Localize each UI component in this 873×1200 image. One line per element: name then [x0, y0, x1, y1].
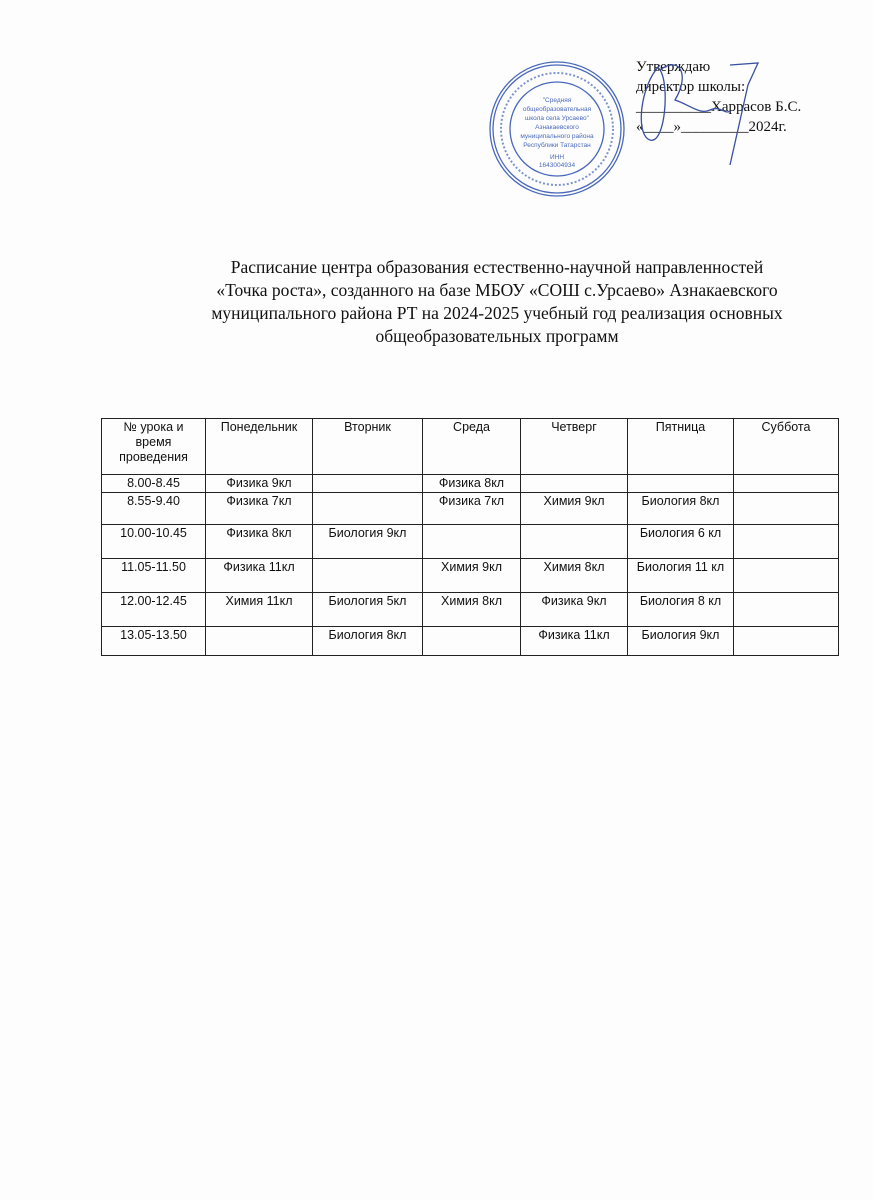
svg-text:общеобразовательная: общеобразовательная [522, 106, 592, 113]
column-header: Понедельник [206, 419, 313, 475]
column-header: № урока и время проведения [102, 419, 206, 475]
lesson-cell [734, 627, 839, 656]
lesson-cell [423, 627, 521, 656]
lesson-cell: Физика 9кл [206, 475, 313, 493]
lesson-cell [313, 475, 423, 493]
lesson-cell: Химия 8кл [423, 593, 521, 627]
lesson-cell: Биология 9кл [628, 627, 734, 656]
approval-signer: __________Харрасов Б.С. [636, 99, 802, 115]
title-line: «Точка роста», созданного на базе МБОУ «СОШ с.Урсаево» Азнакаевского [216, 280, 778, 300]
lesson-cell [734, 475, 839, 493]
lesson-cell [313, 559, 423, 593]
title-line: муниципального района РТ на 2024-2025 учебный год реализация основных [211, 303, 783, 323]
lesson-cell: Физика 11кл [521, 627, 628, 656]
table-row [102, 627, 839, 656]
column-header: Суббота [734, 419, 839, 475]
approval-line: Утверждаю [636, 59, 711, 75]
lesson-cell [206, 627, 313, 656]
svg-text:Республики Татарстан: Республики Татарстан [523, 142, 591, 149]
lesson-cell [734, 525, 839, 559]
lesson-cell: Физика 9кл [521, 593, 628, 627]
time-cell: 8.00-8.45 [102, 475, 206, 493]
svg-text:Азнакаевского: Азнакаевского [535, 124, 579, 131]
lesson-cell: Химия 11кл [206, 593, 313, 627]
time-cell: 8.55-9.40 [102, 493, 206, 525]
lesson-cell [734, 593, 839, 627]
lesson-cell: Физика 11кл [206, 559, 313, 593]
lesson-cell [313, 493, 423, 525]
title-line: Расписание центра образования естественно-научной направленностей [230, 257, 764, 277]
lesson-cell: Химия 9кл [423, 559, 521, 593]
svg-text:муниципального района: муниципального района [520, 133, 594, 140]
table-row [102, 493, 839, 525]
table-row [102, 475, 839, 493]
lesson-cell [521, 475, 628, 493]
lesson-cell: Биология 9кл [313, 525, 423, 559]
lesson-cell: Биология 5кл [313, 593, 423, 627]
lesson-cell: Физика 7кл [423, 493, 521, 525]
column-header: Четверг [521, 419, 628, 475]
table-row [102, 593, 839, 627]
lesson-cell [521, 525, 628, 559]
approval-position: директор школы: [636, 79, 746, 95]
lesson-cell [734, 493, 839, 525]
lesson-cell: Химия 9кл [521, 493, 628, 525]
column-header: Пятница [628, 419, 734, 475]
svg-text:1643004934: 1643004934 [538, 162, 576, 169]
school-stamp [488, 60, 626, 198]
director-signature [630, 45, 770, 165]
table-row [102, 525, 839, 559]
lesson-cell [628, 475, 734, 493]
lesson-cell [734, 559, 839, 593]
column-header: Вторник [313, 419, 423, 475]
document-title [140, 256, 854, 348]
time-cell: 10.00-10.45 [102, 525, 206, 559]
svg-text:"Средняя: "Средняя [542, 97, 572, 104]
lesson-cell: Биология 8 кл [628, 593, 734, 627]
lesson-cell: Биология 8кл [628, 493, 734, 525]
lesson-cell: Химия 8кл [521, 559, 628, 593]
lesson-cell: Физика 7кл [206, 493, 313, 525]
time-cell: 12.00-12.45 [102, 593, 206, 627]
table-row [102, 559, 839, 593]
svg-text:школа села Урсаево": школа села Урсаево" [525, 115, 589, 122]
schedule-table [101, 418, 839, 656]
lesson-cell: Биология 8кл [313, 627, 423, 656]
time-cell: 13.05-13.50 [102, 627, 206, 656]
lesson-cell: Биология 11 кл [628, 559, 734, 593]
lesson-cell: Физика 8кл [206, 525, 313, 559]
svg-text:ИНН: ИНН [549, 154, 565, 161]
time-cell: 11.05-11.50 [102, 559, 206, 593]
lesson-cell [423, 525, 521, 559]
approval-date: «____»_________2024г. [636, 119, 787, 135]
header-row [102, 419, 839, 475]
lesson-cell: Биология 6 кл [628, 525, 734, 559]
lesson-cell: Физика 8кл [423, 475, 521, 493]
column-header: Среда [423, 419, 521, 475]
title-line: общеобразовательных программ [375, 326, 619, 346]
